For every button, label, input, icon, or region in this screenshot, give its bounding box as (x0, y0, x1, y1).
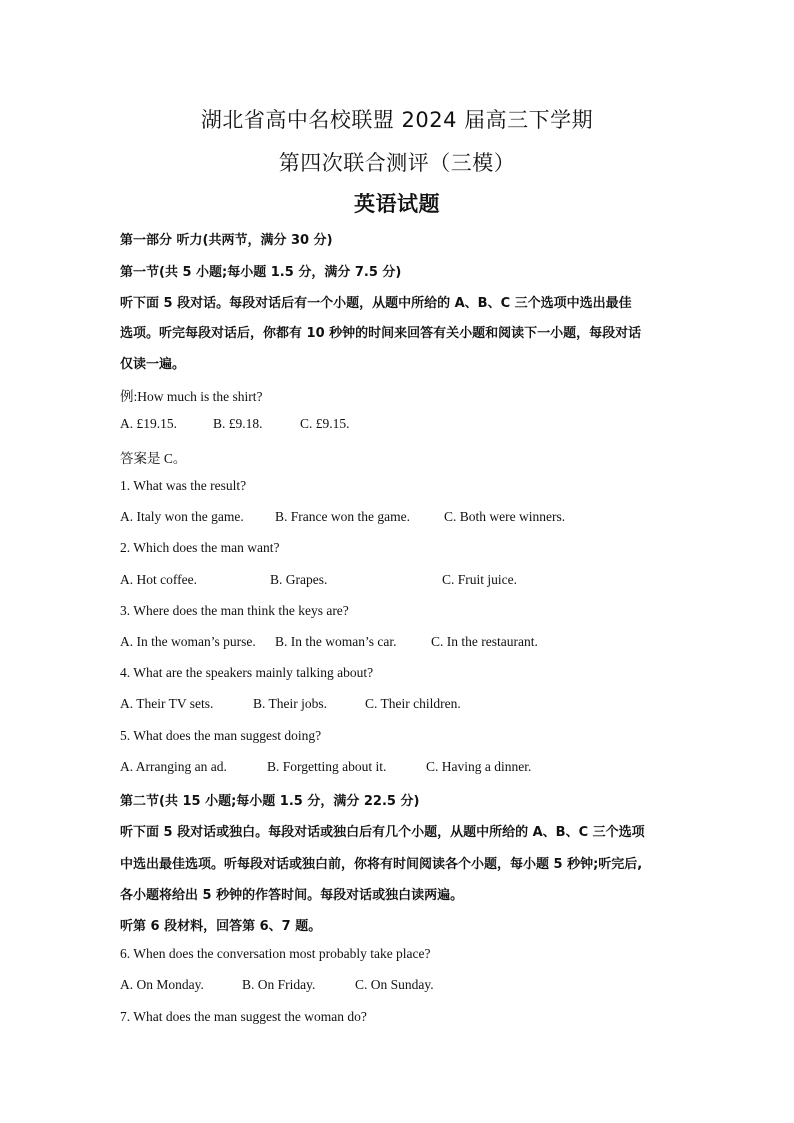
question-6-option-c: C. On Sunday. (355, 977, 434, 992)
question-1-option-a: A. Italy won the game. (120, 509, 244, 524)
example-option-c: C. £9.15. (300, 416, 350, 431)
question-2-option-a: A. Hot coffee. (120, 572, 197, 587)
question-3-option-c: C. In the restaurant. (431, 634, 538, 649)
question-5: 5. What does the man suggest doing? (120, 728, 322, 743)
section1-instruction-line: 选项。听完每段对话后，你都有 10 秒钟的时间来回答有关小题和阅读下一小题，每段对话 (120, 326, 642, 341)
example-option-a: A. £19.15. (120, 416, 177, 431)
exam-title-line1: 湖北省高中名校联盟 2024 届高三下学期 (200, 108, 594, 132)
section2-instruction-line: 听下面 5 段对话或独白。每段对话或独白后有几个小题，从题中所给的 A、B、C 三个选项 (120, 825, 645, 840)
question-4: 4. What are the speakers mainly talking about? (120, 665, 374, 680)
question-4-option-a: A. Their TV sets. (120, 696, 214, 711)
material-6-heading: 听第 6 段材料，回答第 6、7 题。 (120, 919, 322, 934)
question-2: 2. Which does the man want? (120, 540, 280, 555)
question-5-option-a: A. Arranging an ad. (120, 759, 227, 774)
section2-instruction-line: 中选出最佳选项。听每段对话或独白前，你将有时间阅读各个小题，每小题 5 秒钟;听完后, (120, 857, 643, 872)
question-3-option-b: B. In the woman’s car. (275, 634, 397, 649)
question-4-option-c: C. Their children. (365, 696, 461, 711)
question-6: 6. When does the conversation most probably take place? (120, 946, 431, 961)
example-answer: 答案是 C。 (120, 451, 187, 466)
question-5-option-c: C. Having a dinner. (426, 759, 532, 774)
question-3-option-a: A. In the woman’s purse. (120, 634, 256, 649)
question-1-option-b: B. France won the game. (275, 509, 410, 524)
section2-heading: 第二节(共 15 小题;每小题 1.5 分，满分 22.5 分) (120, 794, 420, 809)
question-4-option-b: B. Their jobs. (253, 696, 327, 711)
question-7: 7. What does the man suggest the woman do? (120, 1009, 367, 1024)
section1-instruction-line: 听下面 5 段对话。每段对话后有一个小题，从题中所给的 A、B、C 三个选项中选出最佳 (120, 296, 632, 311)
question-6-option-a: A. On Monday. (120, 977, 204, 992)
part1-heading: 第一部分 听力(共两节，满分 30 分) (120, 233, 333, 248)
exam-title-line3: 英语试题 (354, 192, 440, 216)
exam-title-line2: 第四次联合测评（三模） (278, 151, 516, 175)
question-2-option-b: B. Grapes. (270, 572, 328, 587)
question-6-option-b: B. On Friday. (242, 977, 316, 992)
section2-instruction-line: 各小题将给出 5 秒钟的作答时间。每段对话或独白读两遍。 (120, 888, 464, 903)
section1-heading: 第一节(共 5 小题;每小题 1.5 分，满分 7.5 分) (120, 265, 402, 280)
question-2-option-c: C. Fruit juice. (442, 572, 517, 587)
question-1-option-c: C. Both were winners. (444, 509, 566, 524)
section1-instruction-line: 仅读一遍。 (120, 357, 186, 372)
question-1: 1. What was the result? (120, 478, 247, 493)
question-3: 3. Where does the man think the keys are? (120, 603, 349, 618)
question-5-option-b: B. Forgetting about it. (267, 759, 387, 774)
example-question: 例:How much is the shirt? (120, 389, 263, 404)
example-option-b: B. £9.18. (213, 416, 263, 431)
